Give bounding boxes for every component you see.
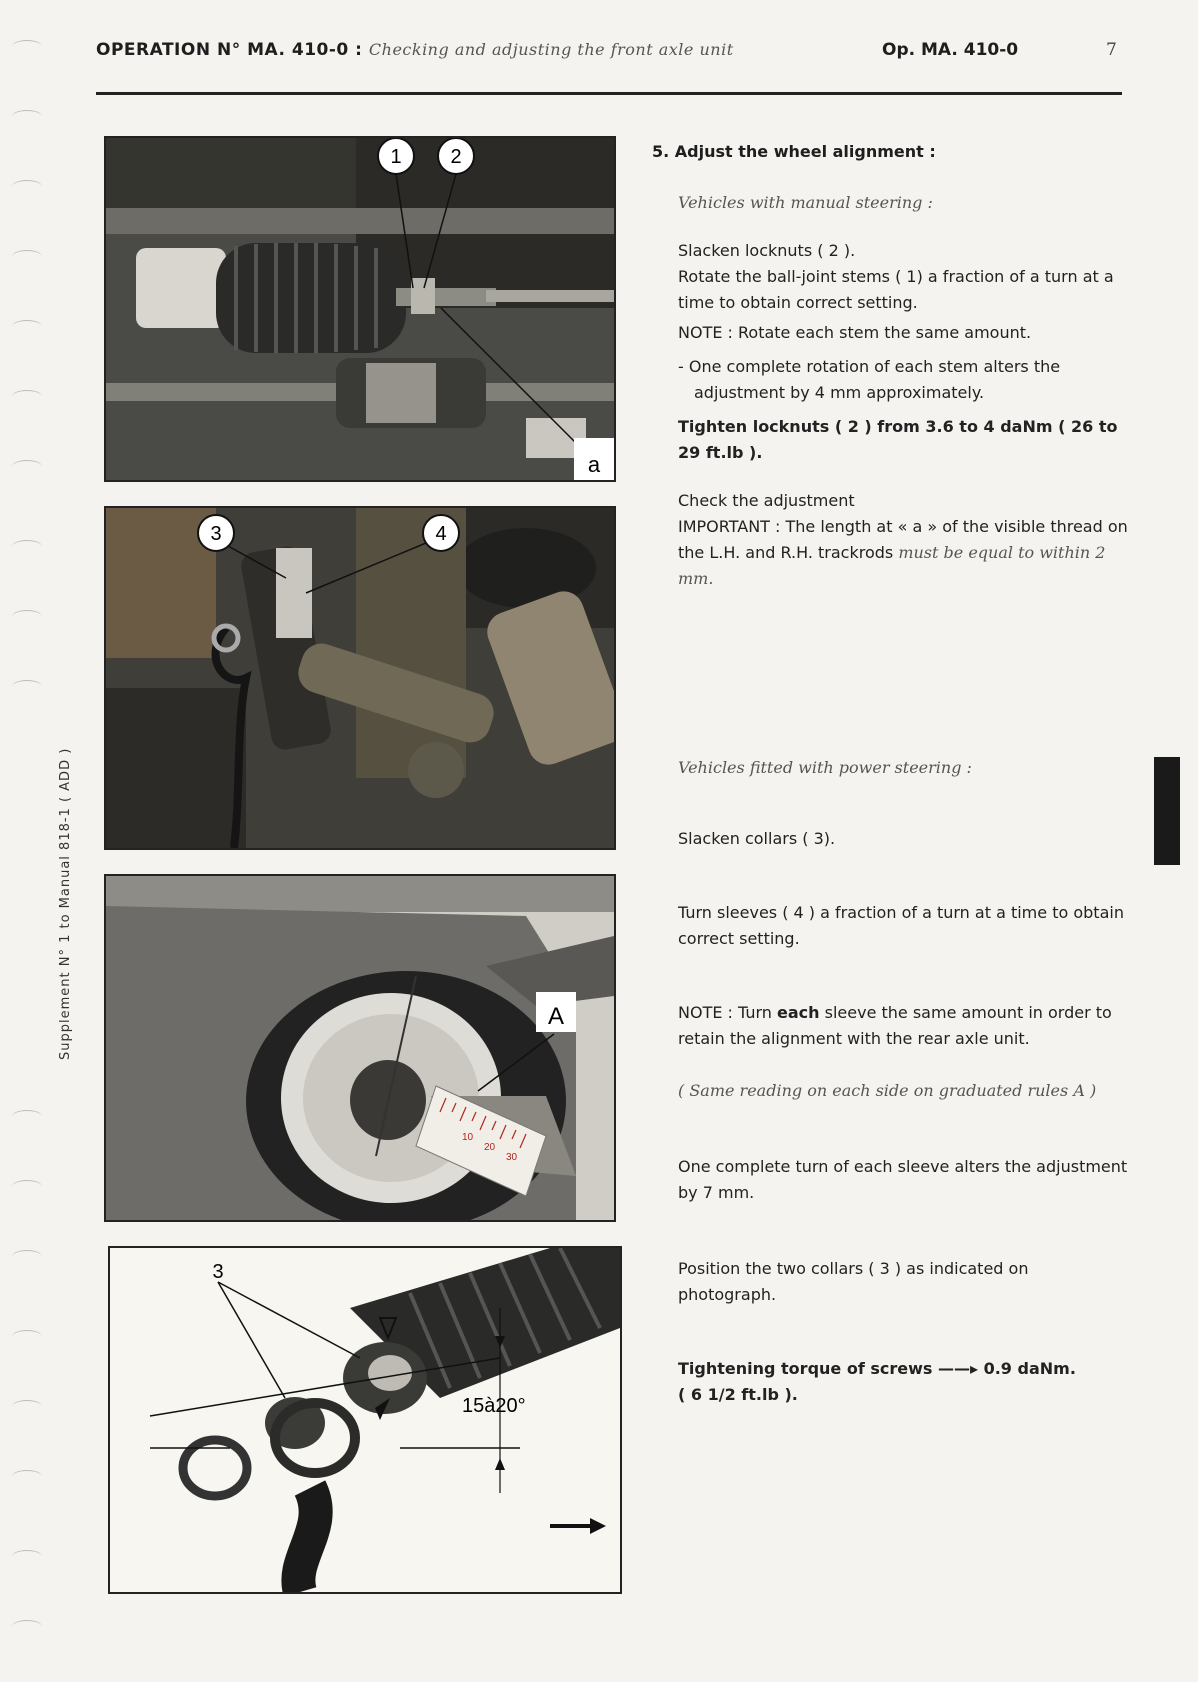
manual-steering-heading: Vehicles with manual steering :	[678, 193, 933, 212]
header-divider	[96, 92, 1122, 95]
torque-value: 0.9 daNm.	[983, 1359, 1076, 1378]
operation-label: OPERATION N° MA. 410-0 :	[96, 40, 369, 60]
margin-mark	[12, 540, 42, 553]
callout-4: 4	[435, 523, 447, 545]
power-step-slacken: Slacken collars ( 3).	[678, 829, 836, 848]
callout-1: 1	[390, 146, 402, 168]
torque-ftlb: ( 6 1/2 ft.lb ).	[678, 1385, 798, 1404]
margin-mark	[12, 110, 42, 123]
figure-1-illustration	[106, 138, 614, 480]
label-3: 3	[212, 1261, 224, 1283]
margin-mark	[12, 1330, 42, 1343]
power-note-pre: NOTE : Turn	[678, 1003, 778, 1022]
same-reading-note: ( Same reading on each side on graduated rules A )	[678, 1081, 1097, 1100]
power-steering-heading: Vehicles fitted with power steering :	[678, 758, 972, 777]
margin-mark	[12, 1250, 42, 1263]
operation-subtitle: Checking and adjusting the front axle unit	[368, 40, 734, 59]
margin-mark	[12, 180, 42, 193]
margin-mark	[12, 250, 42, 263]
callout-2: 2	[450, 146, 462, 168]
manual-tighten: Tighten locknuts ( 2 ) from 3.6 to 4 daNm ( 26 to 29 ft.lb ).	[678, 417, 1118, 462]
figure-power-steering-collars	[104, 506, 616, 850]
margin-mark	[12, 1180, 42, 1193]
operation-title	[96, 40, 734, 60]
margin-mark	[12, 1110, 42, 1123]
section-tab	[1154, 757, 1180, 865]
margin-mark	[12, 1400, 42, 1413]
margin-mark	[12, 610, 42, 623]
torque-label: Tightening torque of screws	[678, 1359, 933, 1378]
margin-mark	[12, 1470, 42, 1483]
power-note-post: sleeve the same amount in order to retain the alignment with the rear axle unit.	[678, 1003, 1112, 1048]
margin-mark	[12, 390, 42, 403]
supplement-sidebar-text: Supplement N° 1 to Manual 818-1 ( ADD )	[58, 747, 73, 1060]
position-collars: Position the two collars ( 3 ) as indicated on photograph.	[678, 1259, 1029, 1304]
power-note	[678, 1000, 1128, 1052]
page-number: 7	[1106, 40, 1117, 60]
label-A: A	[547, 1003, 565, 1030]
step-5-heading: 5. Adjust the wheel alignment :	[652, 142, 936, 161]
important-note	[678, 514, 1128, 592]
figure-3-illustration	[106, 876, 614, 1220]
ruler-tick-label: 10	[462, 1132, 474, 1143]
figure-steering-rack-manual	[104, 136, 616, 482]
margin-mark	[12, 40, 42, 53]
page-header	[96, 40, 1120, 70]
manual-note: NOTE : Rotate each stem the same amount.	[678, 323, 1032, 342]
angle-label: 15à20°	[462, 1395, 526, 1417]
margin-mark	[12, 460, 42, 473]
manual-rotation-info: - One complete rotation of each stem alters the adjustment by 4 mm approximately.	[678, 357, 1061, 402]
manual-step-slacken: Slacken locknuts ( 2 ).	[678, 241, 856, 260]
label-a: a	[587, 452, 601, 477]
manual-step-rotate: Rotate the ball-joint stems ( 1) a fraction of a turn at a time to obtain correct setting.	[678, 267, 1114, 312]
power-step-turn: Turn sleeves ( 4 ) a fraction of a turn at a time to obtain correct setting.	[678, 903, 1124, 948]
margin-mark	[12, 680, 42, 693]
figure-2-illustration	[106, 508, 614, 848]
operation-ref: Op. MA. 410-0	[882, 40, 1019, 60]
important-text: IMPORTANT : The length at « a » of the visible thread on the L.H. and R.H. trackrods	[678, 517, 1128, 562]
figure-collar-angle	[108, 1246, 622, 1594]
ruler-tick-label: 20	[484, 1142, 496, 1153]
callout-3: 3	[210, 523, 222, 545]
margin-mark	[12, 1550, 42, 1563]
figure-4-illustration	[110, 1248, 620, 1592]
power-note-bold: each	[777, 1003, 820, 1022]
complete-turn-info: One complete turn of each sleeve alters the adjustment by 7 mm.	[678, 1157, 1128, 1202]
figure-graduated-rule	[104, 874, 616, 1222]
margin-mark	[12, 320, 42, 333]
torque-arrow: ——▸	[937, 1359, 979, 1378]
important-italic: must be equal to within 2 mm.	[678, 543, 1106, 588]
margin-mark	[12, 1620, 42, 1633]
ruler-tick-label: 30	[506, 1152, 518, 1163]
check-adjustment: Check the adjustment	[678, 491, 855, 510]
tightening-torque	[678, 1356, 1128, 1382]
